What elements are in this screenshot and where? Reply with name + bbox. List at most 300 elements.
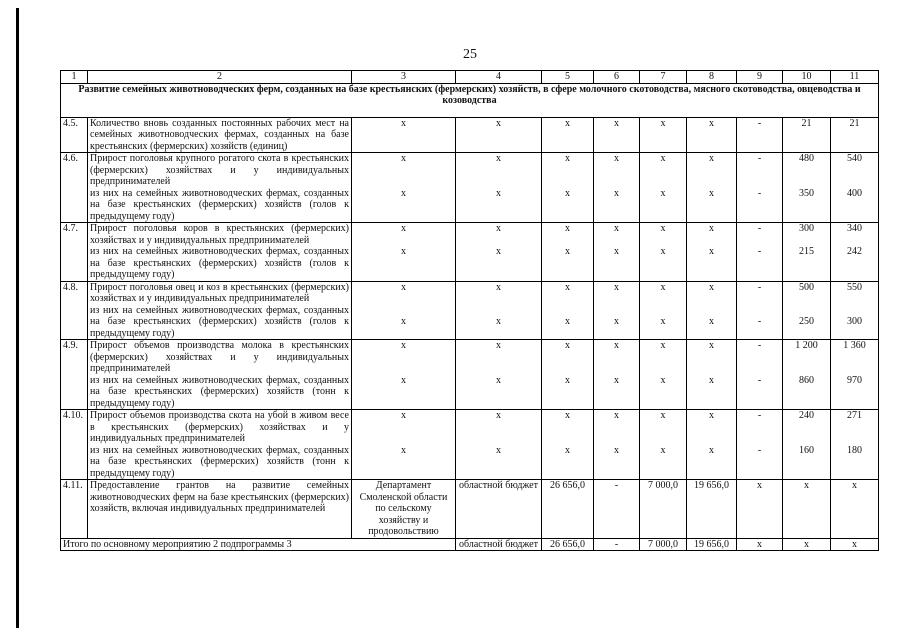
value-cell bbox=[456, 223, 542, 282]
spacer bbox=[833, 235, 876, 247]
table-row bbox=[61, 281, 879, 340]
spacer bbox=[785, 293, 828, 305]
spacer bbox=[458, 352, 539, 364]
description-part: из них на семейных животноводческих фермах, созданных на базе крестьянских (фермерских) хозяйств (тонн к предыдущему году) bbox=[90, 444, 349, 479]
value-cell: 7 000,0 bbox=[640, 538, 687, 551]
spacer bbox=[785, 352, 828, 364]
value: х bbox=[660, 374, 666, 386]
spacer bbox=[689, 422, 734, 434]
value-cell: 26 656,0 bbox=[542, 538, 594, 551]
value-cell bbox=[737, 281, 783, 340]
table-row bbox=[61, 340, 879, 410]
column-number: 9 bbox=[737, 71, 783, 84]
spacer bbox=[642, 422, 684, 434]
value: х bbox=[496, 246, 501, 257]
value-cell bbox=[737, 410, 783, 480]
value-cell: х bbox=[831, 538, 879, 551]
value: х bbox=[401, 153, 406, 164]
value: х bbox=[709, 187, 714, 199]
value-cell bbox=[831, 340, 879, 410]
value-cell bbox=[352, 340, 456, 410]
spacer bbox=[739, 165, 780, 177]
spacer bbox=[458, 293, 539, 305]
value: х bbox=[660, 410, 666, 421]
spacer bbox=[689, 352, 734, 364]
column-number: 7 bbox=[640, 71, 687, 84]
value-cell bbox=[594, 340, 640, 410]
value-cell: х bbox=[737, 480, 783, 539]
value: 180 bbox=[847, 444, 862, 456]
value: х bbox=[709, 223, 714, 234]
row-number: 4.10. bbox=[61, 410, 88, 480]
column-number: 6 bbox=[594, 71, 640, 84]
value: х bbox=[496, 223, 501, 234]
spacer bbox=[689, 363, 734, 375]
column-number: 5 bbox=[542, 71, 594, 84]
value: 300 bbox=[847, 316, 862, 327]
value-cell: х bbox=[783, 480, 831, 539]
spacer bbox=[544, 165, 591, 177]
value: 1 360 bbox=[843, 340, 866, 351]
value-cell bbox=[687, 281, 737, 340]
spacer bbox=[689, 293, 734, 305]
value: х bbox=[496, 444, 501, 456]
column-number: 4 bbox=[456, 71, 542, 84]
value: х bbox=[614, 444, 619, 456]
value: х bbox=[401, 444, 406, 456]
value-cell bbox=[594, 117, 640, 153]
value: х bbox=[709, 410, 714, 421]
value: 540 bbox=[847, 153, 862, 164]
description-part: из них на семейных животноводческих фермах, созданных на базе крестьянских (фермерских) хозяйств (тонн к предыдущему году) bbox=[90, 374, 349, 409]
column-number: 10 bbox=[783, 71, 831, 84]
spacer bbox=[739, 422, 780, 434]
value: - bbox=[757, 117, 762, 129]
section-title-row bbox=[61, 83, 879, 117]
spacer bbox=[689, 176, 734, 188]
value-cell bbox=[456, 281, 542, 340]
value-cell bbox=[783, 410, 831, 480]
value: х bbox=[709, 153, 714, 164]
spacer bbox=[458, 305, 539, 317]
value: х bbox=[709, 316, 714, 327]
value: 271 bbox=[847, 410, 862, 421]
value-cell bbox=[640, 281, 687, 340]
description-part: из них на семейных животноводческих фермах, созданных на базе крестьянских (фермерских) хозяйств (голов к предыдущему году) bbox=[90, 304, 349, 339]
spacer bbox=[785, 422, 828, 434]
spacer bbox=[642, 305, 684, 317]
column-number: 8 bbox=[687, 71, 737, 84]
spacer bbox=[596, 305, 637, 317]
spacer bbox=[596, 363, 637, 375]
spacer bbox=[833, 422, 876, 434]
spacer bbox=[689, 165, 734, 177]
spacer bbox=[833, 293, 876, 305]
value: х bbox=[660, 316, 666, 327]
value: х bbox=[565, 410, 570, 421]
value: х bbox=[614, 117, 619, 129]
value: 242 bbox=[847, 246, 862, 257]
description-part: Количество вновь созданных постоянных рабочих мест на семейных животноводческих фермах, созданных на базе крестьянских (фермерских) хозяйств (единиц) bbox=[90, 117, 349, 152]
value: х bbox=[614, 223, 619, 234]
spacer bbox=[458, 176, 539, 188]
value: х bbox=[401, 340, 406, 351]
row-description bbox=[88, 340, 352, 410]
value: х bbox=[496, 153, 501, 164]
value-cell bbox=[352, 153, 456, 223]
indicators-table bbox=[60, 70, 879, 551]
value-cell bbox=[831, 281, 879, 340]
value-cell bbox=[594, 223, 640, 282]
spacer bbox=[689, 433, 734, 445]
spacer bbox=[785, 235, 828, 247]
value-cell: 26 656,0 bbox=[542, 480, 594, 539]
value-cell bbox=[687, 153, 737, 223]
value: х bbox=[660, 340, 666, 351]
value: х bbox=[709, 281, 714, 293]
value-cell bbox=[640, 340, 687, 410]
spacer bbox=[642, 235, 684, 247]
spacer bbox=[739, 352, 780, 364]
row-number: 4.9. bbox=[61, 340, 88, 410]
value-cell bbox=[687, 223, 737, 282]
value: х bbox=[660, 246, 666, 257]
value-cell bbox=[737, 223, 783, 282]
spacer bbox=[785, 305, 828, 317]
value-cell bbox=[542, 281, 594, 340]
value-cell bbox=[783, 281, 831, 340]
spacer bbox=[596, 293, 637, 305]
value-cell bbox=[456, 117, 542, 153]
value: 250 bbox=[799, 316, 814, 327]
spacer bbox=[354, 422, 453, 434]
row-description bbox=[88, 117, 352, 153]
row-number: 4.6. bbox=[61, 153, 88, 223]
page-number: 25 bbox=[463, 47, 477, 62]
value-cell bbox=[687, 340, 737, 410]
value: - bbox=[757, 410, 762, 421]
value-cell bbox=[783, 153, 831, 223]
spacer bbox=[458, 165, 539, 177]
description-part: из них на семейных животноводческих фермах, созданных на базе крестьянских (фермерских) хозяйств (голов к предыдущему году) bbox=[90, 187, 349, 222]
row-number: 4.7. bbox=[61, 223, 88, 282]
value: х bbox=[614, 281, 619, 293]
value-cell bbox=[687, 410, 737, 480]
value: х bbox=[401, 187, 406, 199]
row-description bbox=[88, 223, 352, 282]
column-number: 11 bbox=[831, 71, 879, 84]
description-part: Прирост поголовья овец и коз в крестьянских (фермерских) хозяйствах и у индивидуальных предпринимателей bbox=[90, 281, 349, 304]
spacer bbox=[642, 176, 684, 188]
funding-source: областной бюджет bbox=[456, 480, 542, 539]
row-number: 4.5. bbox=[61, 117, 88, 153]
spacer bbox=[739, 293, 780, 305]
value: х bbox=[496, 410, 501, 421]
value: 340 bbox=[847, 223, 862, 234]
table-row bbox=[61, 410, 879, 480]
value: х bbox=[709, 340, 714, 351]
value: 550 bbox=[847, 281, 862, 293]
value-cell bbox=[456, 153, 542, 223]
value-cell bbox=[542, 410, 594, 480]
spacer bbox=[596, 165, 637, 177]
row-description bbox=[88, 281, 352, 340]
value: 970 bbox=[847, 374, 862, 386]
value-cell bbox=[831, 117, 879, 153]
value: х bbox=[496, 316, 501, 327]
row-description bbox=[88, 410, 352, 480]
value-cell bbox=[640, 153, 687, 223]
value-cell bbox=[542, 340, 594, 410]
spacer bbox=[544, 422, 591, 434]
value: х bbox=[565, 223, 570, 234]
value: х bbox=[614, 246, 619, 257]
spacer bbox=[544, 433, 591, 445]
spacer bbox=[785, 363, 828, 375]
row-description: Предоставление грантов на развитие семейных животноводческих ферм на базе крестьянских (фермерских) хозяйств, включая индивидуальных предпринимателей bbox=[88, 480, 352, 539]
value-cell bbox=[831, 410, 879, 480]
description-part: Прирост объемов производства молока в крестьянских (фермерских) хозяйствах и у индивидуальных предпринимателей bbox=[90, 340, 349, 374]
table-row bbox=[61, 153, 879, 223]
description-part: из них на семейных животноводческих фермах, созданных на базе крестьянских (фермерских) хозяйств (голов к предыдущему году) bbox=[90, 246, 349, 280]
value: 300 bbox=[799, 223, 814, 234]
value-cell bbox=[456, 340, 542, 410]
value: х bbox=[565, 340, 570, 351]
value: х bbox=[614, 316, 619, 327]
column-number: 1 bbox=[61, 71, 88, 84]
value: 860 bbox=[799, 374, 814, 386]
spacer bbox=[354, 176, 453, 188]
value: х bbox=[614, 374, 619, 386]
value: х bbox=[496, 340, 501, 351]
value: - bbox=[757, 223, 762, 234]
value: х bbox=[565, 153, 570, 164]
spacer bbox=[544, 176, 591, 188]
spacer bbox=[833, 176, 876, 188]
value-cell bbox=[542, 117, 594, 153]
value: х bbox=[496, 117, 501, 129]
total-row bbox=[61, 538, 879, 551]
spacer bbox=[596, 433, 637, 445]
spacer bbox=[642, 433, 684, 445]
value-cell bbox=[352, 117, 456, 153]
spacer bbox=[354, 293, 453, 305]
value-cell bbox=[831, 223, 879, 282]
value: х bbox=[565, 374, 570, 386]
table-row bbox=[61, 223, 879, 282]
value-cell bbox=[737, 117, 783, 153]
value: х bbox=[565, 444, 570, 456]
value-cell: 7 000,0 bbox=[640, 480, 687, 539]
value: х bbox=[565, 316, 570, 327]
value-cell bbox=[737, 340, 783, 410]
value: - bbox=[757, 444, 762, 456]
table-row bbox=[61, 117, 879, 153]
value: 215 bbox=[799, 246, 814, 257]
spacer bbox=[785, 165, 828, 177]
value-cell: - bbox=[594, 480, 640, 539]
value: х bbox=[709, 444, 714, 456]
value: х bbox=[614, 187, 619, 199]
value-cell bbox=[737, 153, 783, 223]
spacer bbox=[354, 433, 453, 445]
spacer bbox=[596, 422, 637, 434]
value: х bbox=[401, 117, 406, 129]
value-cell: х bbox=[737, 538, 783, 551]
value: х bbox=[565, 117, 570, 129]
value: 500 bbox=[799, 281, 814, 293]
value-cell bbox=[594, 410, 640, 480]
spacer bbox=[739, 363, 780, 375]
value-cell bbox=[456, 410, 542, 480]
value-cell bbox=[594, 281, 640, 340]
value: х bbox=[660, 117, 666, 129]
spacer bbox=[833, 305, 876, 317]
value: - bbox=[757, 316, 762, 327]
value: х bbox=[660, 223, 666, 234]
value-cell bbox=[352, 223, 456, 282]
value: 21 bbox=[801, 117, 812, 129]
total-label: Итого по основному мероприятию 2 подпрограммы 3 bbox=[61, 538, 456, 551]
value: х bbox=[401, 410, 406, 421]
spacer bbox=[785, 176, 828, 188]
value: х bbox=[660, 153, 666, 164]
value-cell bbox=[542, 223, 594, 282]
spacer bbox=[544, 293, 591, 305]
value: 1 200 bbox=[795, 340, 818, 351]
value-cell: х bbox=[831, 480, 879, 539]
value: - bbox=[757, 187, 762, 199]
funding-source: областной бюджет bbox=[456, 538, 542, 551]
value: х bbox=[614, 153, 619, 164]
value: - bbox=[757, 340, 762, 351]
spacer bbox=[544, 352, 591, 364]
value: - bbox=[757, 153, 762, 164]
value-cell: - bbox=[594, 538, 640, 551]
value: х bbox=[614, 410, 619, 421]
spacer bbox=[833, 165, 876, 177]
spacer bbox=[642, 293, 684, 305]
value: - bbox=[757, 246, 762, 257]
spacer bbox=[596, 235, 637, 247]
spacer bbox=[739, 305, 780, 317]
spacer bbox=[739, 176, 780, 188]
value: - bbox=[757, 281, 762, 293]
spacer bbox=[642, 165, 684, 177]
spacer bbox=[354, 363, 453, 375]
spacer bbox=[354, 235, 453, 247]
value: х bbox=[496, 374, 501, 386]
section-title: Развитие семейных животноводческих ферм, созданных на базе крестьянских (фермерских) хозяйств, в сфере молочного скотоводства, мясного скотоводства, овцеводства и козоводства bbox=[61, 83, 879, 117]
grant-row bbox=[61, 480, 879, 539]
spacer bbox=[642, 352, 684, 364]
value: х bbox=[614, 340, 619, 351]
spacer bbox=[544, 363, 591, 375]
value: х bbox=[401, 316, 406, 327]
column-number-row bbox=[61, 71, 879, 84]
value-cell bbox=[640, 410, 687, 480]
value-cell bbox=[831, 153, 879, 223]
row-number: 4.8. bbox=[61, 281, 88, 340]
spacer bbox=[458, 235, 539, 247]
value-cell: 19 656,0 bbox=[687, 480, 737, 539]
left-margin-bar bbox=[16, 8, 19, 628]
executor: Департамент Смоленской области по сельскому хозяйству и продовольствию bbox=[352, 480, 456, 539]
spacer bbox=[689, 305, 734, 317]
value: 480 bbox=[799, 153, 814, 164]
value: 240 bbox=[799, 410, 814, 421]
spacer bbox=[458, 422, 539, 434]
spacer bbox=[596, 352, 637, 364]
spacer bbox=[596, 176, 637, 188]
spacer bbox=[689, 235, 734, 247]
column-number: 3 bbox=[352, 71, 456, 84]
value: х bbox=[660, 281, 666, 293]
value-cell bbox=[352, 281, 456, 340]
value: х bbox=[709, 117, 714, 129]
value: х bbox=[401, 223, 406, 234]
description-part: Прирост объемов производства скота на убой в живом весе в крестьянских (фермерских) хозяйствах и у индивидуальных предпринимателей bbox=[90, 410, 349, 444]
spacer bbox=[833, 433, 876, 445]
row-number: 4.11. bbox=[61, 480, 88, 539]
value: 21 bbox=[849, 117, 860, 129]
value-cell bbox=[594, 153, 640, 223]
value-cell bbox=[783, 117, 831, 153]
value: 400 bbox=[847, 187, 862, 199]
value: х bbox=[401, 374, 406, 386]
spacer bbox=[354, 165, 453, 177]
spacer bbox=[458, 433, 539, 445]
spacer bbox=[544, 305, 591, 317]
spacer bbox=[833, 352, 876, 364]
value: х bbox=[709, 246, 714, 257]
column-number: 2 bbox=[88, 71, 352, 84]
spacer bbox=[642, 363, 684, 375]
value: х bbox=[565, 281, 570, 293]
spacer bbox=[354, 305, 453, 317]
row-description bbox=[88, 153, 352, 223]
spacer bbox=[544, 235, 591, 247]
value-cell bbox=[687, 117, 737, 153]
description-part: Прирост поголовья крупного рогатого скота в крестьянских (фермерских) хозяйствах и у индивидуальных предпринимателей bbox=[90, 153, 349, 187]
value: х bbox=[401, 246, 406, 257]
spacer bbox=[833, 363, 876, 375]
value: 350 bbox=[799, 187, 814, 199]
value: х bbox=[660, 444, 666, 456]
value-cell: 19 656,0 bbox=[687, 538, 737, 551]
value: х bbox=[496, 281, 501, 293]
spacer bbox=[739, 433, 780, 445]
value-cell bbox=[542, 153, 594, 223]
spacer bbox=[458, 363, 539, 375]
value: х bbox=[565, 246, 570, 257]
value-cell bbox=[640, 223, 687, 282]
value: х bbox=[565, 187, 570, 199]
value: - bbox=[757, 374, 762, 386]
value-cell: х bbox=[783, 538, 831, 551]
description-part: Прирост поголовья коров в крестьянских (фермерских) хозяйствах и у индивидуальных предпринимателей bbox=[90, 223, 349, 246]
value: 160 bbox=[799, 444, 814, 456]
spacer bbox=[785, 433, 828, 445]
value: х bbox=[401, 281, 406, 293]
value-cell bbox=[640, 117, 687, 153]
value: х bbox=[709, 374, 714, 386]
value: х bbox=[660, 187, 666, 199]
value-cell bbox=[783, 223, 831, 282]
spacer bbox=[739, 235, 780, 247]
value-cell bbox=[352, 410, 456, 480]
value-cell bbox=[783, 340, 831, 410]
